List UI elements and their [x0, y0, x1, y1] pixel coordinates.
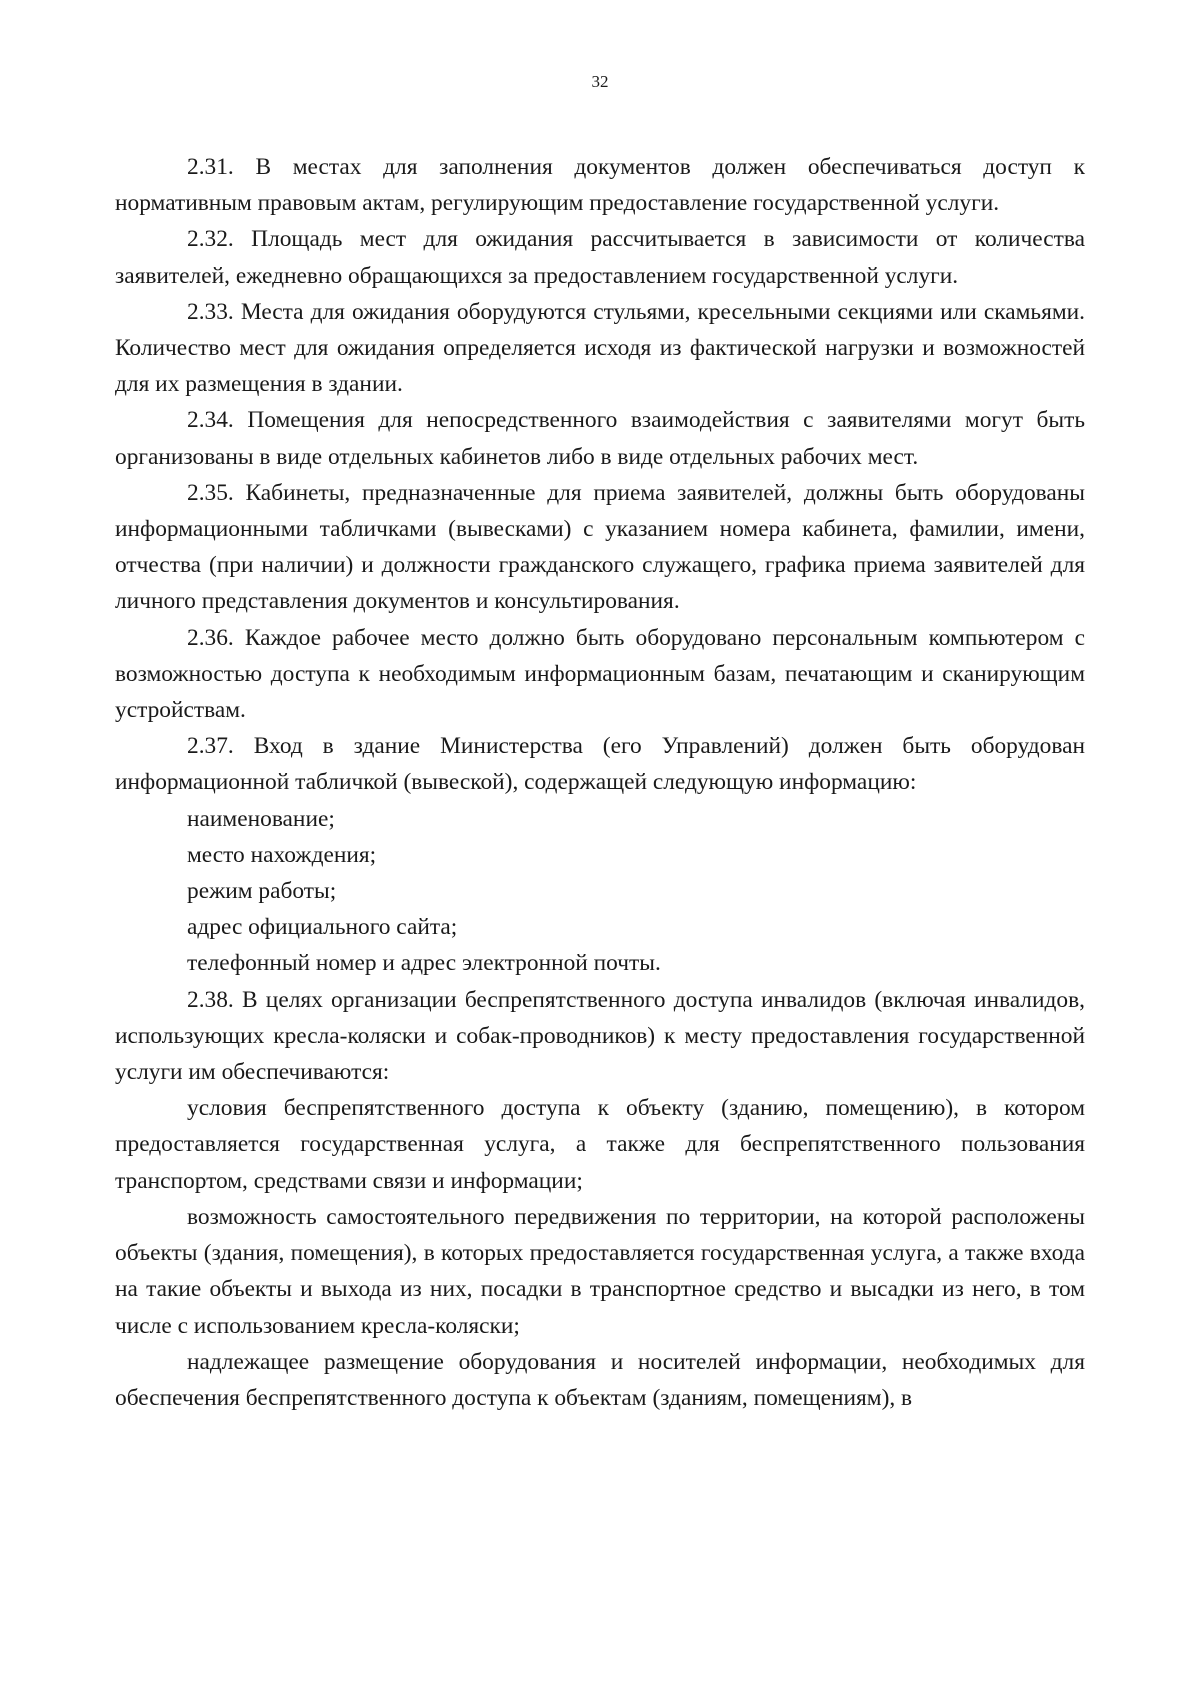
- paragraph-2-36: 2.36. Каждое рабочее место должно быть оборудовано персональным компьютером с возможностью доступа к необходимым информационным базам, печатающим и сканирующим устройствам.: [115, 624, 1085, 724]
- document-body: [115, 149, 1085, 1416]
- page-number: 32: [591, 72, 609, 91]
- list-item-phone-email: телефонный номер и адрес электронной почты.: [187, 950, 661, 977]
- paragraph-2-32: 2.32. Площадь мест для ожидания рассчитывается в зависимости от количества заявителей, ежедневно обращающихся за предоставлением государственной услуги.: [115, 226, 1085, 289]
- paragraph-2-31: 2.31. В местах для заполнения документов должен обеспечиваться доступ к нормативным правовым актам, регулирующим предоставление государственной услуги.: [115, 154, 1085, 217]
- list-item-access-conditions: условия беспрепятственного доступа к объекту (зданию, помещению), в котором предоставляется государственная услуга, а также для беспрепятственного пользования транспортом, средствами связи и информации;: [115, 1095, 1085, 1194]
- paragraph-2-35: 2.35. Кабинеты, предназначенные для приема заявителей, должны быть оборудованы информационными табличками (вывесками) с указанием номера кабинета, фамилии, имени, отчества (при наличии) и должности гражданского служащего, графика приема заявителей для личного представления документов и консультирования.: [115, 479, 1085, 615]
- paragraph-2-34: 2.34. Помещения для непосредственного взаимодействия с заявителями могут быть организованы в виде отдельных кабинетов либо в виде отдельных рабочих мест.: [115, 407, 1085, 470]
- list-item-location: место нахождения;: [187, 841, 377, 868]
- paragraph-2-37: 2.37. Вход в здание Министерства (его Управлений) должен быть оборудован информационной табличкой (вывеской), содержащей следующую информацию:: [115, 733, 1085, 796]
- paragraph-2-38: 2.38. В целях организации беспрепятственного доступа инвалидов (включая инвалидов, использующих кресла-коляски и собак-проводников) к месту предоставления государственной услуги им обеспечиваются:: [115, 986, 1085, 1086]
- list-item-name: наименование;: [187, 805, 335, 832]
- list-item-independent-movement: возможность самостоятельного передвижения по территории, на которой расположены объекты (здания, помещения), в которых предоставляется государственная услуга, а также входа на такие объекты и выхода из них, посадки в транспортное средство и высадки из него, в том числе с использованием кресла-коляски;: [115, 1203, 1085, 1339]
- paragraph-2-33: 2.33. Места для ожидания оборудуются стульями, кресельными секциями или скамьями. Количество мест для ожидания определяется исходя из фактической нагрузки и возможностей для их размещения в здании.: [115, 298, 1085, 398]
- list-item-equipment-placement: надлежащее размещение оборудования и носителей информации, необходимых для обеспечения беспрепятственного доступа к объектам (зданиям, помещениям), в: [115, 1348, 1085, 1411]
- list-item-working-hours: режим работы;: [187, 878, 337, 905]
- list-item-website: адрес официального сайта;: [187, 914, 458, 941]
